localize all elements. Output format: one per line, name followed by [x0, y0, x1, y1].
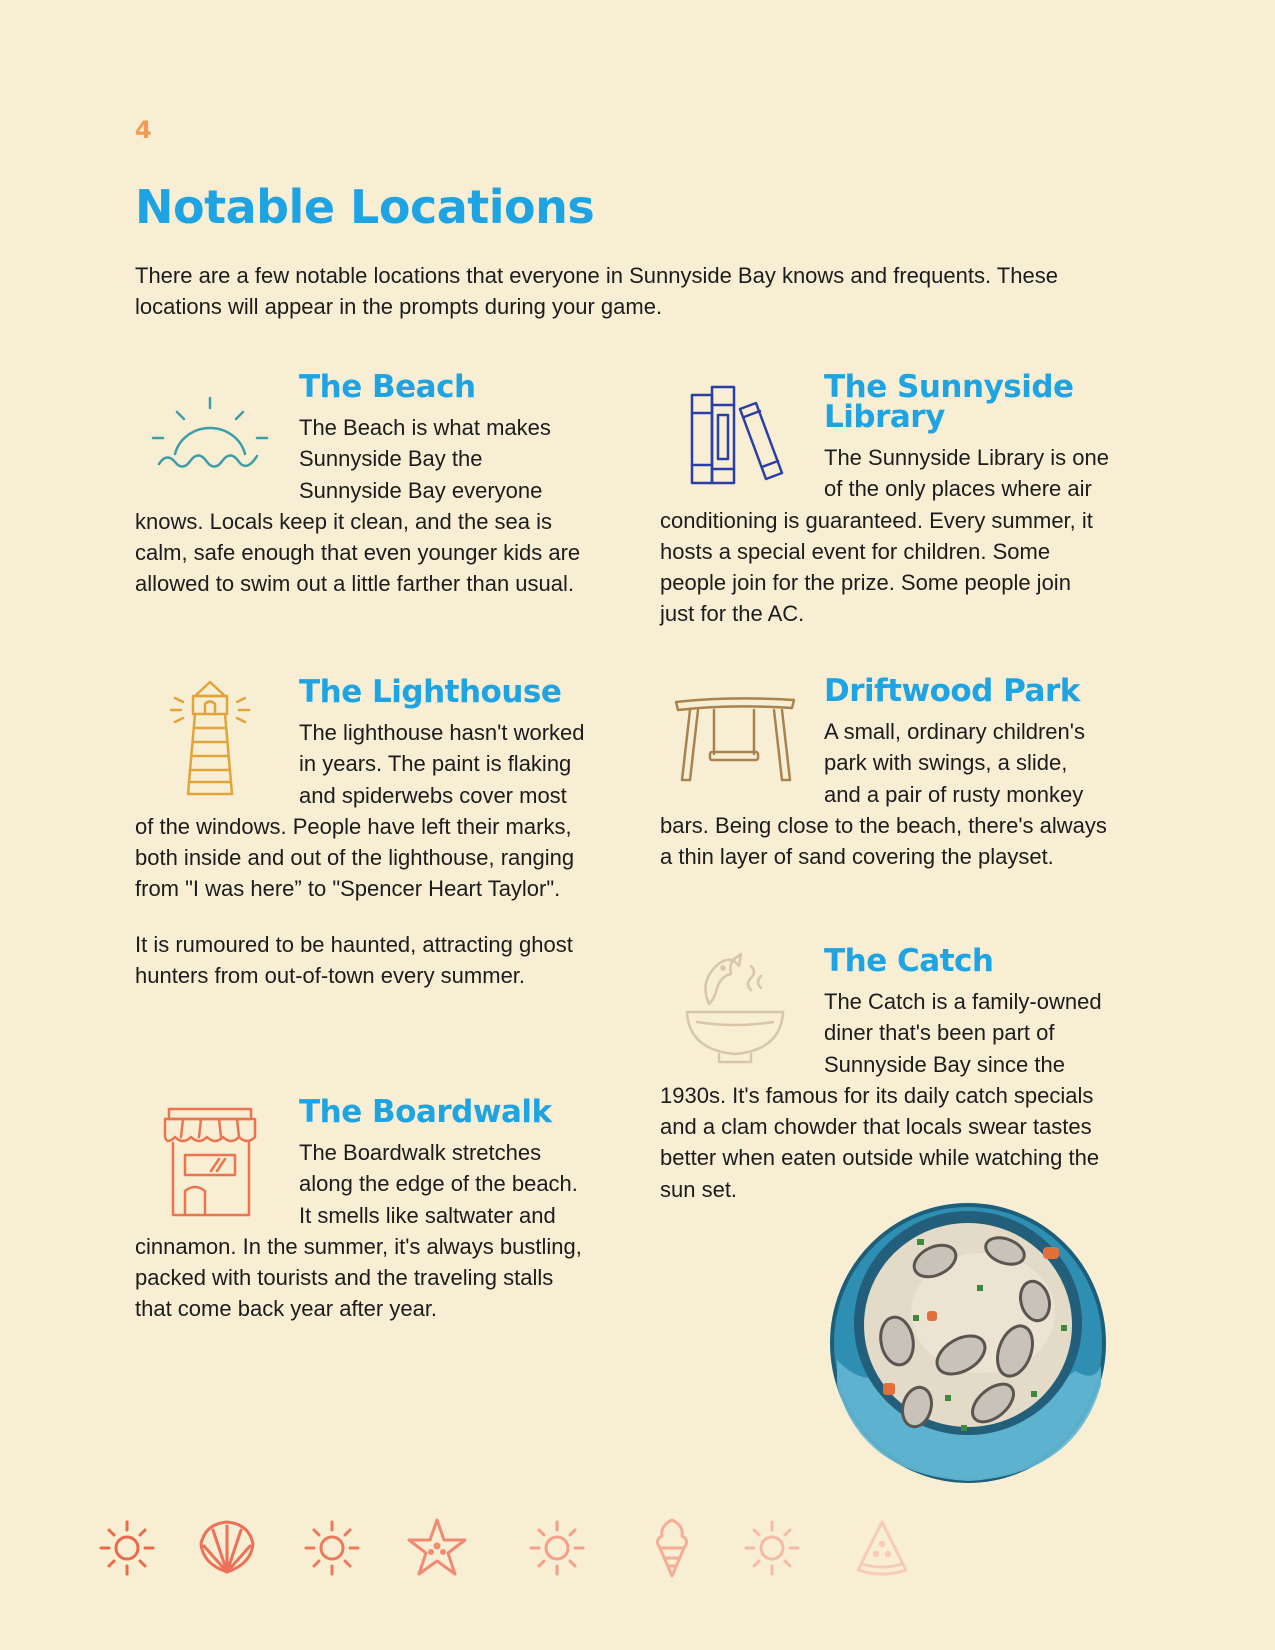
sun-icon — [740, 1516, 804, 1580]
starfish-icon — [405, 1516, 469, 1580]
sun-icon — [525, 1516, 589, 1580]
intro-paragraph: There are a few notable locations that everyone in Sunnyside Bay knows and frequents. These locations will appear in the prompts during your game. — [135, 263, 1058, 319]
sun-icon — [95, 1516, 159, 1580]
fish-bowl-icon — [660, 946, 810, 1070]
location-park — [660, 673, 1110, 872]
location-lighthouse — [135, 674, 585, 991]
location-title: The Boardwalk — [299, 1094, 552, 1130]
clam-chowder-illustration — [825, 1145, 1111, 1485]
storefront-icon — [135, 1097, 285, 1221]
location-beach — [135, 369, 585, 600]
watermelon-icon — [850, 1516, 914, 1580]
location-boardwalk — [135, 1094, 585, 1325]
location-description: A small, ordinary children's park with swings, a slide, and a pair of rusty monkey bars. Being close to the beach, there's always a thin layer of sand covering the playset. — [660, 719, 1107, 870]
location-library — [660, 369, 1110, 630]
location-description: The Boardwalk stretches along the edge of the beach. It smells like saltwater and cinnamon. In the summer, it's always bustling, packed with tourists and the traveling stalls that come back year after year. — [135, 1140, 582, 1322]
books-icon — [660, 372, 810, 496]
location-title: The Beach — [299, 369, 476, 405]
sun-icon — [300, 1516, 364, 1580]
page-number: 4 — [135, 116, 152, 144]
location-title: Driftwood Park — [824, 673, 1080, 709]
lighthouse-icon — [135, 677, 285, 801]
location-title: The Catch — [824, 943, 994, 979]
location-title: The Lighthouse — [299, 674, 562, 710]
footer-icon-row — [95, 1516, 975, 1586]
page-title: Notable Locations — [135, 180, 595, 234]
sunset-waves-icon — [135, 372, 285, 496]
location-description: The Catch is a family-owned diner that's been part of Sunnyside Bay since the 1930s. It's famous for its daily catch specials and a clam chowder that locals swear tastes better when eaten outside while watching the sun set. — [660, 989, 1102, 1202]
location-description: The lighthouse hasn't worked in years. The paint is flaking and spiderwebs cover most of the windows. People have left their marks, both inside and out of the lighthouse, ranging from "I was here” to "Spencer Heart Taylor". — [135, 720, 585, 902]
location-description: The Sunnyside Library is one of the only places where air conditioning is guaranteed. Every summer, it hosts a special event for children. Some people join for the prize. Some people join just for the AC. — [660, 445, 1109, 627]
location-description-extra: It is rumoured to be haunted, attracting ghost hunters from out-of-town every summer. — [135, 931, 573, 989]
location-title: The Sunnyside Library — [824, 369, 1074, 435]
swing-icon — [660, 676, 810, 800]
location-description: The Beach is what makes Sunnyside Bay the Sunnyside Bay everyone knows. Locals keep it clean, and the sea is calm, safe enough that even younger kids are allowed to swim out a little farther than usual. — [135, 415, 581, 597]
ice-cream-icon — [640, 1516, 704, 1580]
shell-icon — [195, 1516, 259, 1580]
